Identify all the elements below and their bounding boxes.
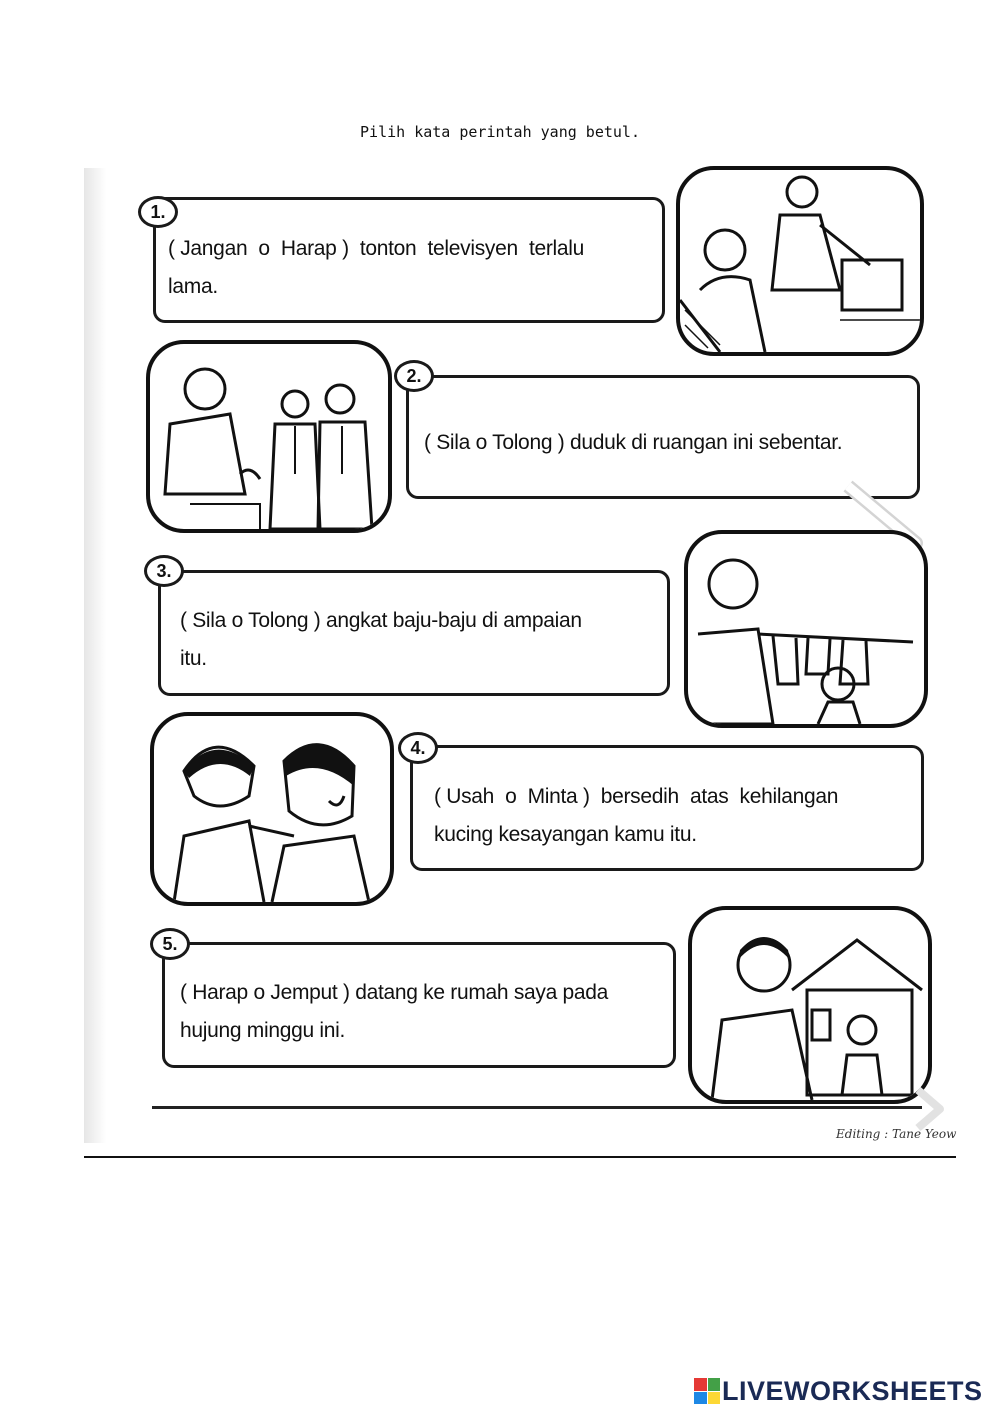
question-3-line-2: itu. bbox=[180, 647, 207, 670]
editor-credit: Editing : Tane Yeow bbox=[836, 1127, 957, 1141]
question-4-line-1: ( Usah o Minta ) bersedih atas kehilangan bbox=[434, 785, 839, 808]
comforting-scene-icon bbox=[154, 716, 390, 902]
question-4-line-2: kucing kesayangan kamu itu. bbox=[434, 823, 697, 846]
scan-shadow bbox=[84, 168, 106, 1143]
logo-square-blue bbox=[694, 1392, 707, 1405]
question-4-illustration bbox=[150, 712, 394, 906]
office-scene-icon bbox=[150, 344, 388, 529]
question-2-text bbox=[424, 424, 914, 462]
brand-name: LIVEWORKSHEETS bbox=[722, 1375, 983, 1406]
question-2-illustration bbox=[146, 340, 392, 533]
instruction-text: Pilih kata perintah yang betul. bbox=[360, 123, 640, 141]
question-4-text bbox=[434, 778, 916, 854]
question-5-line-2: hujung minggu ini. bbox=[180, 1019, 346, 1042]
question-5-number: 5. bbox=[150, 928, 190, 960]
logo-square-red bbox=[694, 1378, 707, 1391]
question-5-line-1: ( Harap o Jemput ) datang ke rumah saya pada bbox=[180, 981, 609, 1004]
question-2-number: 2. bbox=[394, 360, 434, 392]
clothesline-scene-icon bbox=[688, 534, 924, 724]
question-1-text bbox=[168, 230, 658, 306]
logo-square-green bbox=[708, 1378, 721, 1391]
tv-scene-icon bbox=[680, 170, 920, 352]
question-3-line-1: ( Sila o Tolong ) angkat baju-baju di ampaian bbox=[180, 609, 582, 632]
question-2-line-1: ( Sila o Tolong ) duduk di ruangan ini sebentar. bbox=[424, 431, 843, 454]
logo-square-yellow bbox=[708, 1392, 721, 1405]
question-3-number: 3. bbox=[144, 555, 184, 587]
question-5-illustration bbox=[688, 906, 932, 1104]
house-scene-icon bbox=[692, 910, 928, 1100]
page-divider bbox=[84, 1156, 956, 1158]
liveworksheets-brand[interactable] bbox=[694, 1376, 983, 1406]
question-5-text bbox=[180, 974, 666, 1050]
question-4-number: 4. bbox=[398, 732, 438, 764]
liveworksheets-logo-icon bbox=[694, 1378, 720, 1404]
question-1-number: 1. bbox=[138, 196, 178, 228]
question-1-line-2: lama. bbox=[168, 275, 218, 298]
worksheet-bottom-rule bbox=[152, 1106, 922, 1109]
question-1-line-1: ( Jangan o Harap ) tonton televisyen terlalu bbox=[168, 237, 585, 260]
question-1-illustration bbox=[676, 166, 924, 356]
question-3-illustration bbox=[684, 530, 928, 728]
question-3-text bbox=[180, 602, 660, 678]
